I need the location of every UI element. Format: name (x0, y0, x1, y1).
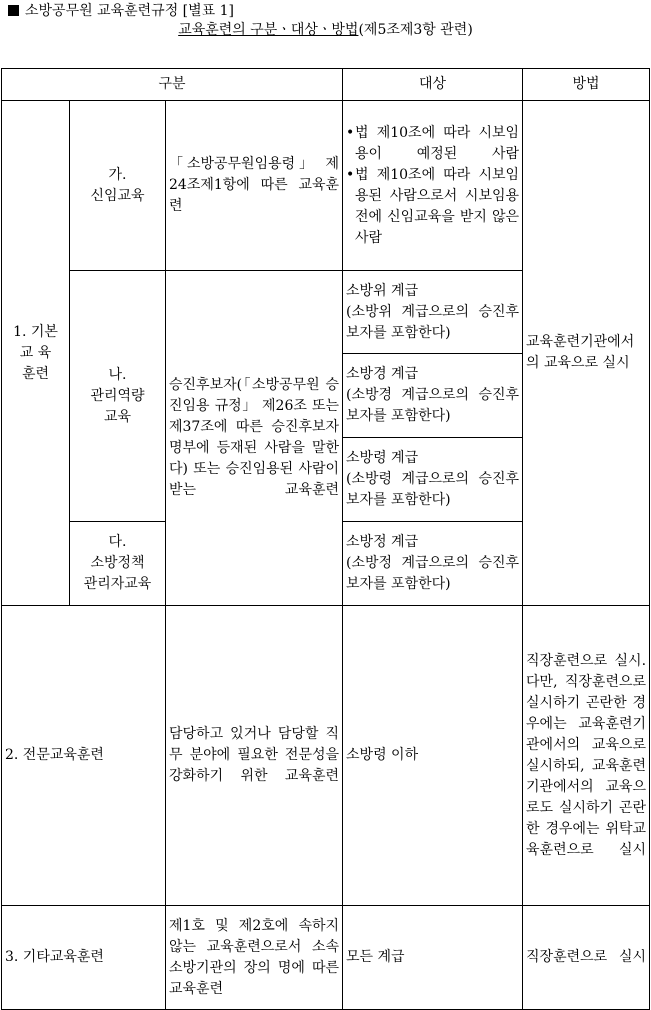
rank-note: (소방정 계급으로의 승진후보자를 포함한다) (346, 555, 520, 592)
sub-label-line: 관리자교육 (83, 576, 152, 592)
bullet-item (346, 165, 519, 249)
sub-label-line: 나. (108, 366, 127, 383)
sub-label-line: 관리역량 (90, 387, 145, 404)
bullet-item (346, 123, 519, 165)
sub-label-line: 가. (108, 166, 127, 183)
policy-education-label (70, 522, 166, 606)
sub-label-line: 신임교육 (90, 187, 145, 204)
title-suffix: (제5조제3항 관련) (358, 22, 473, 38)
target-rank-sobangwi (343, 271, 523, 354)
basic-label-line: 교 육 (19, 344, 52, 361)
bullet-icon: • (346, 166, 355, 183)
basic-training-label (2, 101, 70, 606)
rank-note: (소방령 계급으로의 승진후보자를 포함한다) (346, 471, 520, 508)
rank-note: (소방위 계급으로의 승진후보자를 포함한다) (346, 303, 520, 341)
col-header-method: 방법 (523, 69, 650, 101)
bullet-text: 법 제10조에 따라 시보임용이 예정된 사람 (355, 124, 520, 162)
square-bullet-icon (8, 5, 19, 16)
sub-label-line: 교육 (103, 408, 132, 425)
target-rank-sobangryeong (343, 438, 523, 522)
professional-training-target: 소방령 이하 (343, 606, 523, 906)
mgmt-education-desc: 승진후보자(「소방공무원 승진임용 규정」 제26조 또는 제37조에 따른 승진후보자명부에 등재된 사람을 말한다) 또는 승진임용된 사람이 받는 교육훈련 (166, 271, 343, 606)
regulation-annex-label: 소방공무원 교육훈련규정 [별표 1] (25, 3, 234, 19)
other-training-desc: 제1호 및 제2호에 속하지 않는 교육훈련으로서 소속 소방기관의 장의 명에 따른 교육훈련 (166, 906, 343, 1010)
sub-label-line: 다. (108, 534, 127, 550)
other-training-method: 직장훈련으로 실시 (523, 906, 650, 1010)
professional-training-desc: 담당하고 있거나 담당할 직무 분야에 필요한 전문성을 강화하기 위한 교육훈련 (166, 606, 343, 906)
rank-name: 소방위 계급 (346, 282, 419, 299)
document-title (0, 21, 651, 39)
sub-label-line: 소방정책 (90, 555, 145, 571)
new-education-targets (343, 101, 523, 271)
rank-name: 소방령 계급 (346, 450, 419, 466)
col-header-gubun: 구분 (2, 69, 343, 101)
rank-name: 소방경 계급 (346, 366, 419, 382)
rank-note: (소방경 계급으로의 승진후보자를 포함한다) (346, 387, 520, 424)
basic-label-line: 훈련 (21, 365, 50, 382)
new-education-desc: 「소방공무원임용령」 제24조제1항에 따른 교육훈련 (166, 101, 343, 271)
other-training-target: 모든 계급 (343, 906, 523, 1010)
header-line (8, 2, 234, 20)
bullet-text: 법 제10조에 따라 시보임용된 사람으로서 시보임용 전에 신임교육을 받지 않은 사람 (355, 166, 520, 246)
new-education-label (70, 101, 166, 271)
target-rank-sobanggyeong (343, 354, 523, 438)
professional-training-label: 2. 전문교육훈련 (2, 606, 166, 906)
education-training-table (1, 68, 650, 1010)
col-header-target: 대상 (343, 69, 523, 101)
target-rank-sobangjeong (343, 522, 523, 606)
professional-training-method: 직장훈련으로 실시. 다만, 직장훈련으로 실시하기 곤란한 경우에는 교육훈련기관에서의 교육으로 실시하되, 교육훈련기관에서의 교육으로도 실시하기 곤란한 경우에는 위탁교육훈련으로 실시 (523, 606, 650, 906)
bullet-icon: • (346, 124, 355, 141)
title-main: 교육훈련의 구분ㆍ대상ㆍ방법 (178, 22, 359, 38)
rank-name: 소방정 계급 (346, 534, 419, 550)
mgmt-education-label (70, 271, 166, 522)
basic-label-line: 1. 기본 (13, 323, 58, 340)
other-training-label: 3. 기타교육훈련 (2, 906, 166, 1010)
basic-training-method: 교육훈련기관에서의 교육으로 실시 (523, 101, 650, 606)
